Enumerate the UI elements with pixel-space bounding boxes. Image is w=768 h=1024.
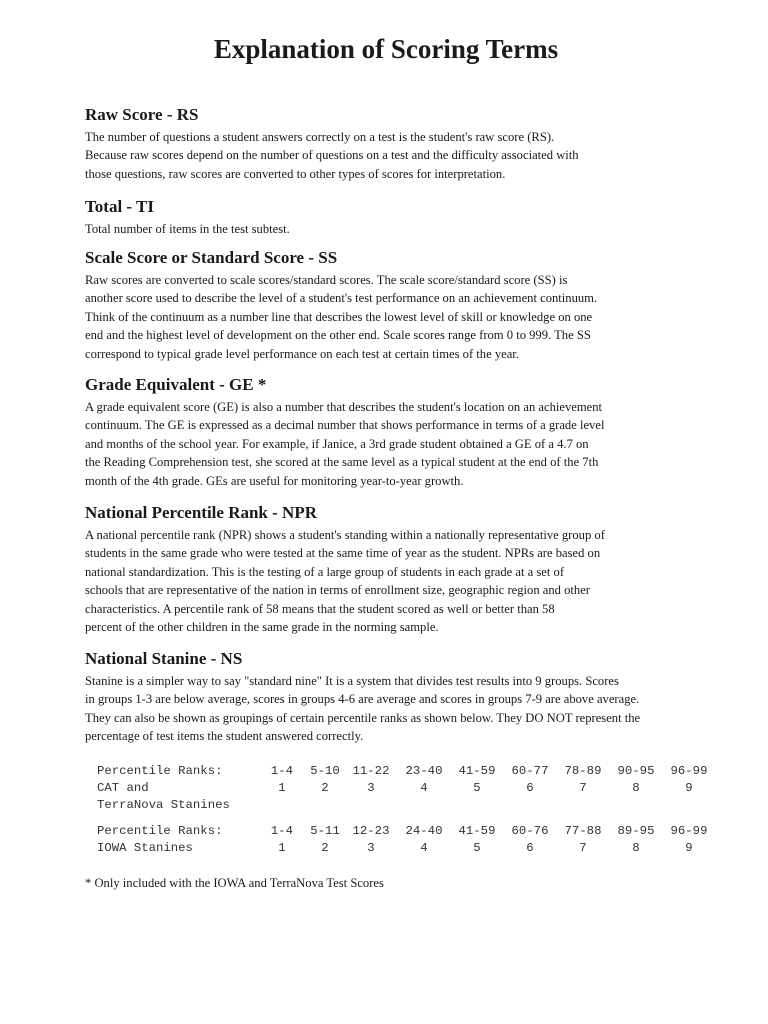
body-line: continuum. The GE is expressed as a decimal number that shows performance in terms of a grade level [85,418,605,433]
stanine-cell: 4 [420,781,428,795]
range-cell: 1-4 [270,824,294,838]
stanine-cell: 6 [526,841,534,855]
range-cell: 24-40 [405,824,443,838]
row-label: Percentile Ranks: [97,764,223,778]
stanine-cell: 8 [632,841,640,855]
section-body [85,271,705,363]
body-line: students in the same grade who were tested at the same time of year as the student. NPRs are based on [85,546,601,561]
range-cell: 90-95 [617,764,655,778]
range-cell: 41-59 [458,824,496,838]
page-title: Explanation of Scoring Terms [213,34,559,64]
range-cell: 5-10 [310,764,340,778]
range-cell: 89-95 [617,824,655,838]
section-heading: National Percentile Rank - NPR [85,503,317,522]
section-grade-equivalent [85,374,705,490]
stanine-cell: 7 [579,841,587,855]
body-line: percentage of test items the student answered correctly. [85,729,364,744]
body-line: A national percentile rank (NPR) shows a student's standing within a nationally representative group of [85,528,605,542]
section-national-percentile-rank [85,502,705,636]
row-label: Percentile Ranks: [97,824,223,838]
section-body [85,672,705,746]
stanine-cell: 1 [278,781,286,795]
body-line: A grade equivalent score (GE) is also a number that describes the student's location on an achievement [85,400,603,414]
section-body [85,526,705,636]
stanine-cell: 1 [278,841,286,855]
section-total [85,196,705,238]
row-label: CAT and [97,781,149,795]
footnote: * Only included with the IOWA and TerraNova Test Scores [85,876,384,890]
range-cell: 12-23 [352,824,390,838]
body-line: end and the highest level of development on the other end. Scale scores range from 0 to 999. The SS [85,328,591,343]
body-line: percent of the other children in the same grade in the norming sample. [85,620,439,635]
body-line: They can also be shown as groupings of certain percentile ranks as shown below. They DO NOT represent the [85,710,641,725]
section-body [85,398,705,490]
range-cell: 60-76 [511,824,549,838]
range-cell: 96-99 [670,824,708,838]
range-cell: 11-22 [352,764,390,778]
body-line: Stanine is a simpler way to say "standard nine" It is a system that divides test results into 9 groups. Scores [85,674,619,688]
stanine-cell: 6 [526,781,534,795]
stanine-cell: 2 [321,841,329,855]
stanine-cell: 5 [473,841,481,855]
range-cell: 5-11 [310,824,340,838]
section-heading: National Stanine - NS [85,649,243,668]
body-line: schools that are representative of the nation in terms of enrollment size, geographic region and other [85,583,590,598]
body-line: characteristics. A percentile rank of 58 means that the student scored as well or better than 58 [85,601,555,616]
body-line: Think of the continuum as a number line that describes the lowest level of skill or knowledge on one [85,309,593,324]
range-cell: 78-89 [564,764,602,778]
section-body [85,220,705,238]
stanine-cell: 3 [367,841,375,855]
section-heading: Raw Score - RS [85,105,199,124]
range-cell: 1-4 [270,764,294,778]
stanine-cell: 3 [367,781,375,795]
body-line: Because raw scores depend on the number of questions on a test and the difficulty associated with [85,148,579,163]
section-body [85,128,705,183]
body-line: The number of questions a student answers correctly on a test is the student's raw score (RS). [85,130,555,144]
body-line: month of the 4th grade. GEs are useful for monitoring year-to-year growth. [85,473,464,488]
body-line: and months of the school year. For example, if Janice, a 3rd grade student obtained a GE of a 4.7 on [85,436,589,451]
section-heading: Total - TI [85,197,154,216]
body-line: in groups 1-3 are below average, scores in groups 4-6 are average and scores in groups 7-9 are above average. [85,692,640,707]
stanine-cell: 2 [321,781,329,795]
body-line: national standardization. This is the testing of a large group of students in each grade at a set of [85,564,565,579]
body-line: Total number of items in the test subtest. [85,222,290,236]
section-national-stanine [85,648,705,746]
row-label: TerraNova Stanines [97,798,230,812]
section-scale-score [85,247,705,363]
body-line: the Reading Comprehension test, she scored at the same level as a typical student at the end of the 7th [85,455,599,470]
stanine-cell: 4 [420,841,428,855]
body-line: correspond to typical grade level performance on each test at certain times of the year. [85,346,519,361]
body-line: Raw scores are converted to scale scores/standard scores. The scale score/standard score (SS) is [85,273,568,287]
stanine-cell: 5 [473,781,481,795]
range-cell: 96-99 [670,764,708,778]
range-cell: 41-59 [458,764,496,778]
stanine-cell: 9 [685,841,693,855]
range-cell: 77-88 [564,824,602,838]
section-raw-score [85,104,705,183]
section-heading: Scale Score or Standard Score - SS [85,248,338,267]
section-heading: Grade Equivalent - GE * [85,375,267,394]
body-line: another score used to describe the level of a student's test performance on an achievement continuum. [85,291,598,306]
stanine-cell: 9 [685,781,693,795]
body-line: those questions, raw scores are converted to other types of scores for interpretation. [85,166,506,181]
stanine-cell: 8 [632,781,640,795]
stanine-cell: 7 [579,781,587,795]
range-cell: 23-40 [405,764,443,778]
range-cell: 60-77 [511,764,549,778]
row-label: IOWA Stanines [97,841,193,855]
